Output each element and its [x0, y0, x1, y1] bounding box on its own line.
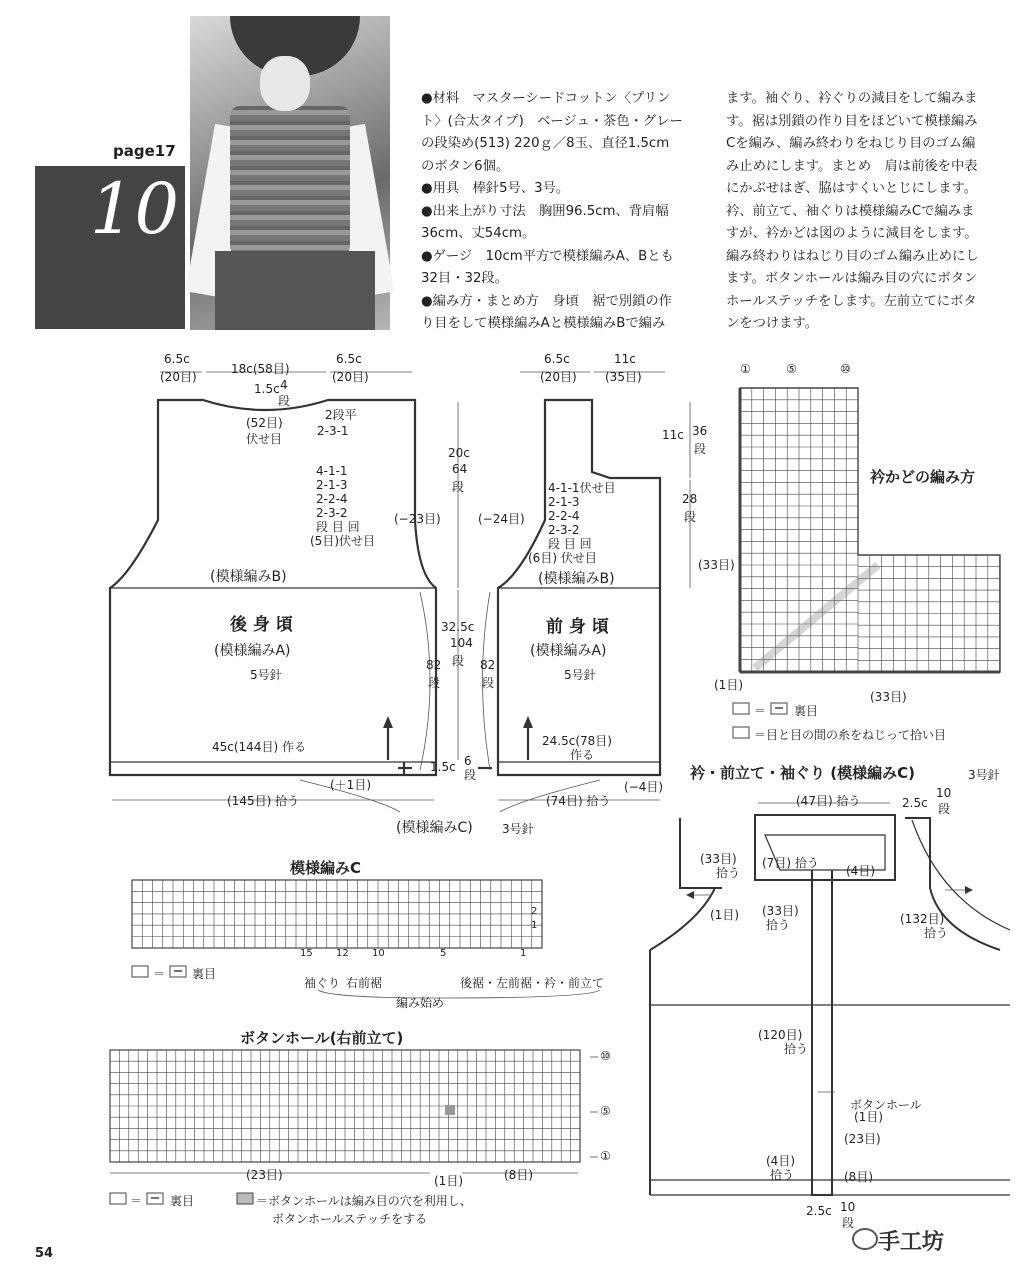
- chat-bubble-icon: [852, 1228, 878, 1250]
- cc-legend-eq: ＝: [754, 704, 767, 718]
- back-neck-decrease: 2段平 2-3-1: [317, 408, 357, 438]
- bh-legend-2: ボタンホールステッチをする: [272, 1212, 428, 1226]
- buttonhole-chart: [110, 1050, 580, 1162]
- back-rib-unit: 段: [464, 768, 477, 782]
- back-top-right: 6.5c: [336, 352, 362, 366]
- back-body-rows: 104: [450, 636, 473, 650]
- back-armhole-side: (−23目): [394, 512, 441, 526]
- cd-mid-pick: (33目): [762, 904, 799, 918]
- instruction-line: 32目・32段。: [421, 271, 509, 286]
- cd-band-pick-sub: 拾う: [784, 1042, 809, 1056]
- pattern-c-col-5: 5: [440, 948, 447, 959]
- instruction-line: み止めにします。まとめ 肩は前後を中表: [726, 158, 978, 174]
- cd-bh-label: ボタンホール: [850, 1098, 922, 1112]
- front-neck-len: 11c: [662, 428, 684, 442]
- bh-row-1: ①: [600, 1149, 611, 1163]
- cd-four-bot: (4目): [766, 1154, 795, 1168]
- pattern-number: 10: [89, 168, 179, 250]
- back-pickup: (145目) 拾う: [227, 794, 300, 808]
- collar-corner-chart: [740, 388, 1000, 672]
- back-armhole-decrease: 4-1-1 2-1-3 2-2-4 2-3-2 段 目 回 (5目)伏せ目: [310, 464, 375, 548]
- back-pattern-a: (模様編みA): [214, 643, 291, 659]
- front-armhole-decrease: 4-1-1伏せ目 2-1-3 2-2-4 2-3-2 段 目 回 (6目) 伏せ目: [528, 481, 616, 565]
- instruction-line: す。裾は別鎖の作り目をほどいて模様編み: [726, 113, 978, 129]
- back-neck-rows: 4: [280, 378, 288, 392]
- cd-bot-unit: 段: [842, 1216, 855, 1230]
- instruction-line: ●用具 棒針5号、3号。: [421, 181, 570, 196]
- back-top-right-sub: (20目): [332, 370, 369, 384]
- cc-mark-5: ⑤: [786, 362, 797, 376]
- pattern-c-legend-ura: 裏目: [192, 967, 217, 981]
- cd-right-pick-sub: 拾う: [924, 926, 949, 940]
- front-title: 前 身 頃: [546, 617, 609, 637]
- cc-side: (33目): [698, 558, 735, 572]
- pattern-c-col-15: 15: [300, 948, 313, 959]
- instruction-line: ●出来上がり寸法 胸囲96.5cm、背肩幅: [421, 203, 669, 219]
- back-title: 後 身 頃: [230, 615, 293, 635]
- instruction-line: 編み終わりはねじり目のゴム編み止めにし: [726, 248, 979, 264]
- bh-legend-1: ＝ボタンホールは編み目の穴を利用し、: [256, 1194, 472, 1208]
- back-yoke-unit: 段: [452, 480, 465, 494]
- back-plus: (＋1目): [330, 778, 371, 792]
- cd-left-pick-sub: 拾う: [716, 866, 741, 880]
- pattern-c-chart: [132, 880, 542, 948]
- back-body-len: 32.5c: [441, 620, 475, 634]
- bh-bottom-right: (8目): [504, 1168, 533, 1182]
- instruction-line: Cを編み、編み終わりをねじり目のゴム編: [726, 136, 976, 151]
- cc-bottom: (33目): [870, 690, 907, 704]
- collar-band-diagram: [650, 815, 1010, 1195]
- cd-arm-rows: 10: [936, 786, 952, 800]
- collar-corner-title: 衿かどの編み方: [870, 468, 976, 486]
- front-minus: (−4目): [624, 780, 664, 794]
- instruction-line: すが、衿かどは図のように減目をします。: [726, 226, 978, 241]
- rib-needle: 3号針: [502, 822, 534, 836]
- pattern-c-col-12: 12: [336, 948, 349, 959]
- cd-band-pick: (120目): [758, 1028, 803, 1042]
- cd-right-pick: (132目): [900, 912, 945, 926]
- bh-row-10: ⑩: [600, 1049, 611, 1063]
- instruction-line: ●編み方・まとめ方 身頃 裾で別鎖の作: [421, 293, 672, 309]
- cd-seven: (7目) 拾う: [762, 856, 819, 870]
- front-top-left: 6.5c: [544, 352, 570, 366]
- pattern-c-label-1: 袖ぐり: [304, 976, 341, 990]
- cd-arm-unit: 段: [938, 802, 951, 816]
- cc-start: (1目): [714, 678, 743, 692]
- cc-legend-ura: 裏目: [794, 704, 819, 718]
- front-cast-on-sub: 作る: [570, 748, 595, 762]
- bh-row-5: ⑤: [600, 1104, 611, 1118]
- front-neck-rows: 36: [692, 424, 708, 438]
- instruction-line: ます。袖ぐり、衿ぐりの減目をして編みま: [726, 91, 978, 106]
- back-pattern-b: (模様編みB): [210, 569, 287, 585]
- instruction-line: り目をして模様編みAと模様編みBで編み: [421, 316, 666, 331]
- cd-left-pick: (33目): [700, 852, 737, 866]
- brand-watermark: 手工坊: [878, 1230, 945, 1255]
- cd-bh-count: (1目): [854, 1110, 883, 1124]
- front-pickup: (74目) 拾う: [546, 794, 611, 808]
- pattern-c-col-10: 10: [372, 948, 385, 959]
- front-top-right-sub: (35目): [605, 370, 642, 384]
- instruction-line: ●ゲージ 10cm平方で模様編みA、Bとも: [421, 248, 674, 264]
- collar-band-needle: 3号針: [968, 768, 1000, 782]
- front-yoke-unit: 段: [684, 510, 697, 524]
- instruction-line: 36cm、丈54cm。: [421, 226, 536, 241]
- back-neck-bind: (52目): [246, 416, 283, 430]
- page-reference: page17: [113, 142, 176, 160]
- instruction-line: ホールステッチをします。左前立てにボタ: [726, 293, 977, 309]
- pattern-c-col-1: 1: [520, 948, 527, 959]
- instruction-line: ●材料 マスターシードコットン〈プリン: [421, 91, 671, 106]
- cd-bot-len: 2.5c: [806, 1204, 832, 1218]
- cd-one-left: (1目): [710, 908, 739, 922]
- front-side-rows: 82: [480, 658, 496, 672]
- front-armhole-side: (−24目): [478, 512, 525, 526]
- cd-collar-pick: (47目) 拾う: [796, 794, 861, 808]
- back-needle: 5号針: [250, 668, 282, 682]
- back-body-unit: 段: [452, 654, 465, 668]
- cd-arm-len: 2.5c: [902, 796, 928, 810]
- rib-pattern-label: (模様編みC): [396, 820, 473, 836]
- buttonhole-title: ボタンホール(右前立て): [240, 1029, 404, 1047]
- pattern-c-title: 模様編みC: [290, 859, 362, 877]
- instruction-line: ンをつけます。: [726, 316, 819, 331]
- back-neck-depth: 1.5c: [254, 382, 280, 396]
- front-top-left-sub: (20目): [540, 370, 577, 384]
- front-top-right: 11c: [614, 352, 636, 366]
- back-neck-bind-sub: 伏せ目: [246, 432, 283, 446]
- cd-bot-rows: 10: [840, 1200, 856, 1214]
- pattern-c-legend-eq: ＝: [153, 967, 166, 981]
- page-number: 54: [35, 1246, 54, 1261]
- back-neck-rows-unit: 段: [278, 394, 291, 408]
- bh-legend-ura: 裏目: [170, 1194, 195, 1208]
- pattern-c-label-3: 後裾・左前裾・衿・前立て: [460, 976, 605, 990]
- instruction-line: 衿、前立て、袖ぐりは模様編みCで編みま: [726, 203, 975, 219]
- pattern-c-label-2: 右前裾: [346, 976, 383, 990]
- instruction-line: のボタン6個。: [421, 158, 510, 174]
- instruction-line: ト〉(合太タイプ) ベージュ・茶色・グレー: [421, 113, 683, 129]
- cd-eight: (8目): [844, 1170, 873, 1184]
- front-cast-on: 24.5c(78目): [542, 734, 612, 748]
- bh-bottom-left: (23目): [246, 1168, 283, 1182]
- instruction-line: にかぶせはぎ、脇はすくいとじにします。: [726, 181, 978, 196]
- back-top-left: 6.5c: [164, 352, 190, 366]
- back-top-left-sub: (20目): [160, 370, 197, 384]
- back-side-rows: 82: [426, 658, 442, 672]
- front-neck-unit: 段: [694, 442, 707, 456]
- pattern-c-row-2: 2: [531, 906, 538, 917]
- back-yoke-rows: 64: [452, 462, 468, 476]
- cc-mark-1: ①: [740, 362, 751, 376]
- cd-mid-pick-sub: 拾う: [766, 918, 791, 932]
- back-cast-on: 45c(144目) 作る: [212, 740, 306, 754]
- instruction-line: ます。ボタンホールは編み目の穴にボタン: [726, 271, 978, 286]
- collar-band-title: 衿・前立て・袖ぐり (模様編みC): [690, 764, 915, 782]
- instruction-line: の段染め(513) 220ｇ／8玉、直径1.5cm: [421, 136, 670, 151]
- cd-four-top: (4目): [846, 864, 875, 878]
- back-rib-len: 1.5c: [430, 760, 456, 774]
- back-top-mid: 18c(58目): [231, 362, 290, 376]
- front-pattern-a: (模様編みA): [530, 643, 607, 659]
- back-yoke-len: 20c: [448, 446, 470, 460]
- front-needle: 5号針: [564, 668, 596, 682]
- front-yoke-rows: 28: [682, 492, 698, 506]
- pattern-c-start: 編み始め: [396, 996, 445, 1010]
- cc-legend-twist: ＝目と目の間の糸をねじって拾い目: [754, 728, 947, 742]
- cc-mark-10: ⑩: [840, 362, 851, 376]
- back-side-unit: 段: [428, 676, 441, 690]
- front-pattern-b: (模様編みB): [538, 571, 615, 587]
- bh-bottom-mid: (1目): [434, 1174, 463, 1188]
- front-side-unit: 段: [482, 676, 495, 690]
- bh-legend-eq: ＝: [130, 1194, 143, 1208]
- pattern-c-row-1: 1: [531, 920, 538, 931]
- cd-four-bot-sub: 拾う: [770, 1168, 795, 1182]
- cd-twentythree: (23目): [844, 1132, 881, 1146]
- back-rib-rows: 6: [464, 754, 472, 768]
